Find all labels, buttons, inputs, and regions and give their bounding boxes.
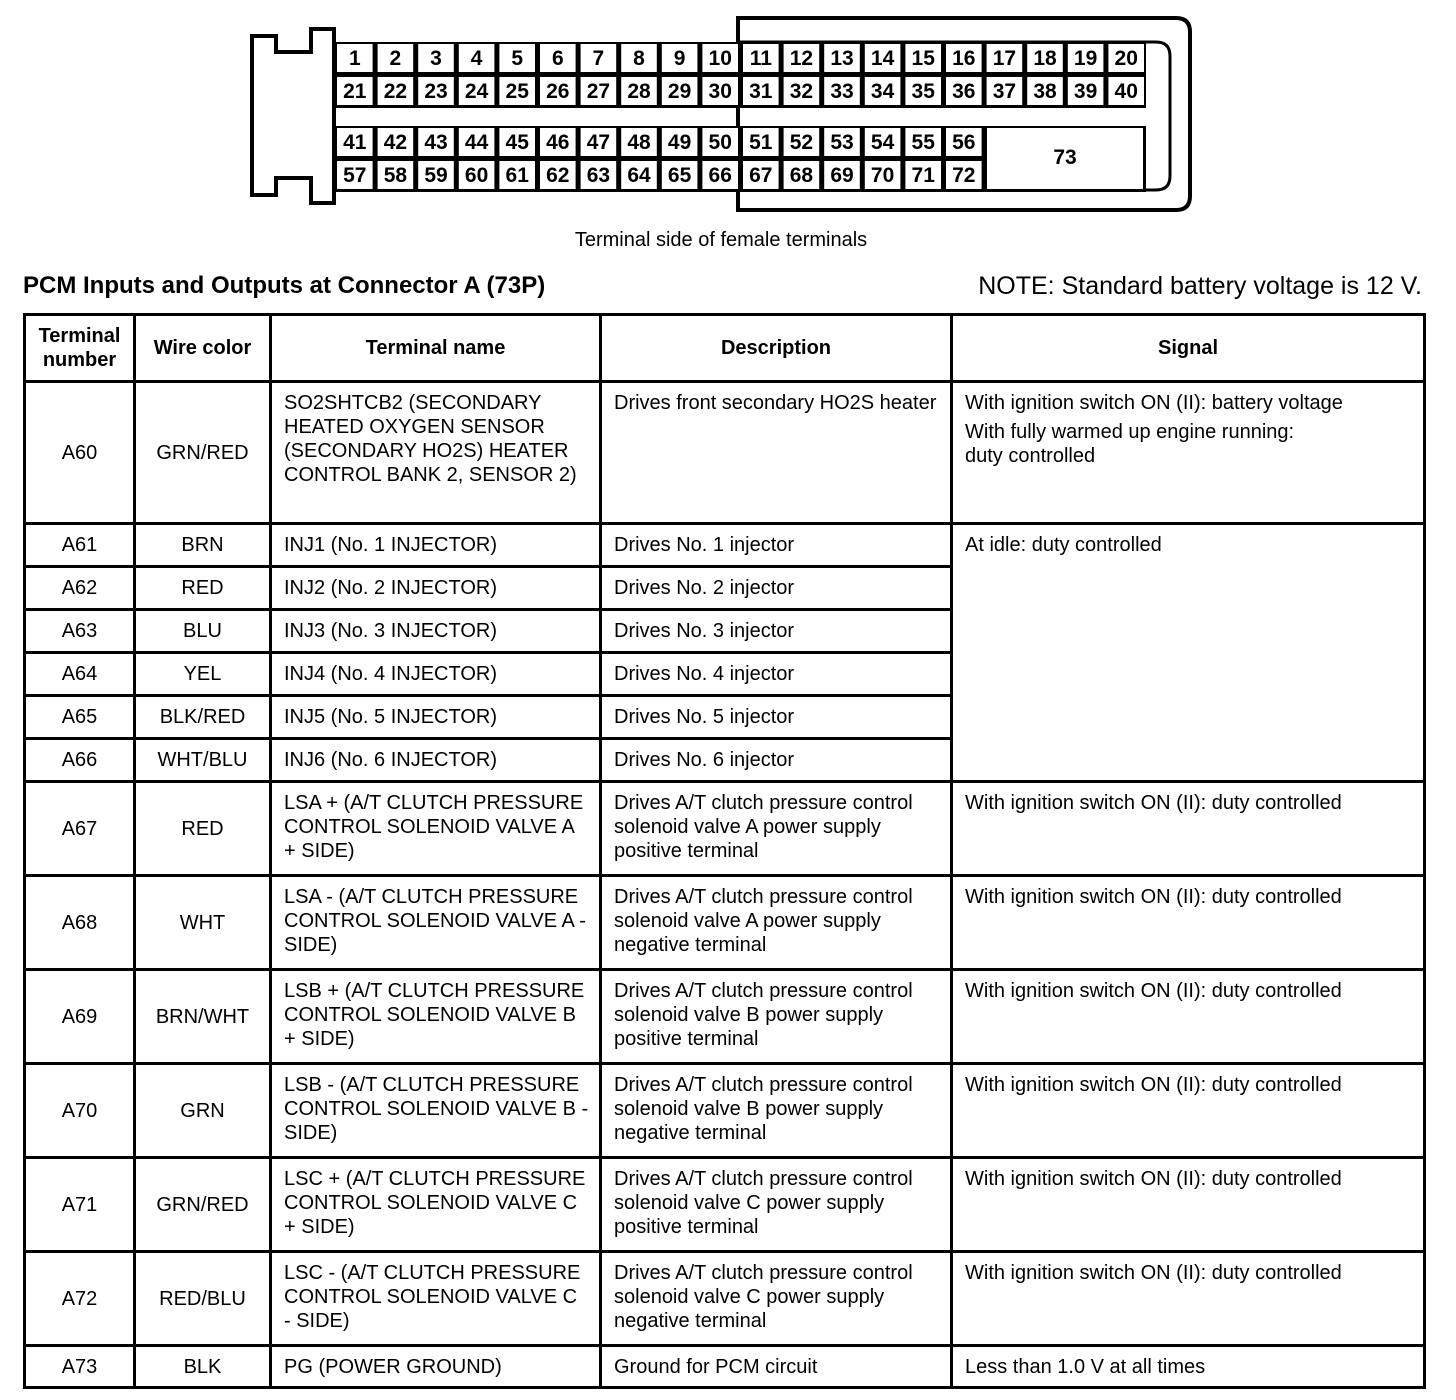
description-cell: Drives No. 2 injector: [601, 567, 952, 610]
pin-label: 33: [830, 80, 854, 103]
pin-label: 51: [749, 131, 773, 154]
pin-label: 39: [1073, 80, 1098, 103]
pin-label: 56: [952, 131, 976, 154]
pin-label: 7: [592, 47, 605, 70]
wire-color-cell: GRN/RED: [135, 1158, 271, 1252]
description-cell: Ground for PCM circuit: [601, 1346, 952, 1388]
pin-label: 21: [343, 80, 367, 103]
terminal-name-cell: INJ4 (No. 4 INJECTOR): [271, 653, 601, 696]
terminal-cell: A60: [25, 382, 135, 524]
pin-label: 54: [870, 131, 895, 154]
pin-label: 26: [546, 80, 570, 103]
terminal-cell: A62: [25, 567, 135, 610]
signal-cell: With ignition switch ON (II): duty controlled: [952, 782, 1425, 876]
pin-label: 25: [505, 80, 529, 103]
pin-label: 24: [464, 80, 489, 103]
description-cell: Drives No. 3 injector: [601, 610, 952, 653]
pin-label: 30: [708, 80, 732, 103]
terminal-name-cell: LSB + (A/T CLUTCH PRESSURE CONTROL SOLENOID VALVE B + SIDE): [271, 970, 601, 1064]
terminal-cell: A72: [25, 1252, 135, 1346]
wire-color-cell: GRN/RED: [135, 382, 271, 524]
pin-label: 35: [911, 80, 935, 103]
table-row: [25, 1252, 1425, 1346]
terminal-name-cell: LSA - (A/T CLUTCH PRESSURE CONTROL SOLENOID VALVE A - SIDE): [271, 876, 601, 970]
pin-label: 3: [430, 47, 442, 70]
wire-color-cell: WHT/BLU: [135, 739, 271, 782]
signal-cell: At idle: duty controlled: [952, 524, 1425, 782]
upper-pin-block: [334, 42, 1146, 108]
terminal-cell: A68: [25, 876, 135, 970]
table-row: [25, 524, 1425, 567]
terminal-cell: A65: [25, 696, 135, 739]
terminal-cell: A64: [25, 653, 135, 696]
pin-label: 66: [708, 164, 732, 187]
description-cell: Drives A/T clutch pressure control solenoid valve C power supply positive terminal: [601, 1158, 952, 1252]
note-text: NOTE: Standard battery voltage is 12 V.: [978, 272, 1422, 300]
pin-label: 57: [343, 164, 367, 187]
signal-cell: With ignition switch ON (II): duty controlled: [952, 1158, 1425, 1252]
description-cell: Drives A/T clutch pressure control solenoid valve A power supply negative terminal: [601, 876, 952, 970]
pin-label: 4: [470, 47, 483, 70]
wire-color-cell: BRN: [135, 524, 271, 567]
pin-label: 42: [383, 131, 408, 154]
terminal-cell: A71: [25, 1158, 135, 1252]
pin-label: 6: [551, 47, 564, 70]
pin-label: 18: [1033, 47, 1057, 70]
table-row: [25, 876, 1425, 970]
description-cell: Drives A/T clutch pressure control solenoid valve B power supply negative terminal: [601, 1064, 952, 1158]
pin-label: 36: [952, 80, 976, 103]
header-description: Description: [601, 315, 952, 382]
pin-label: 28: [627, 80, 651, 103]
signal-cell: Less than 1.0 V at all times: [952, 1346, 1425, 1388]
pin-label: 64: [627, 164, 651, 187]
terminal-name-cell: LSB - (A/T CLUTCH PRESSURE CONTROL SOLENOID VALVE B - SIDE): [271, 1064, 601, 1158]
pin-label: 55: [911, 131, 935, 154]
pin-label: 9: [673, 47, 686, 70]
connector-caption: Terminal side of female terminals: [574, 229, 868, 251]
pin-label: 68: [789, 164, 814, 187]
pin-label: 17: [992, 47, 1017, 70]
signal-cell: With ignition switch ON (II): duty controlled: [952, 1252, 1425, 1346]
connector-diagram: [0, 0, 1456, 225]
pin-label: 71: [911, 164, 935, 187]
terminal-name-cell: INJ6 (No. 6 INJECTOR): [271, 739, 601, 782]
pin-label: 63: [586, 164, 611, 187]
wire-color-cell: BRN/WHT: [135, 970, 271, 1064]
pin-label: 46: [546, 131, 570, 154]
pin-label: 32: [789, 80, 814, 103]
terminal-cell: A67: [25, 782, 135, 876]
description-cell: Drives No. 5 injector: [601, 696, 952, 739]
pin-73-label: 73: [1053, 146, 1077, 169]
pin-label: 20: [1114, 47, 1138, 70]
table-row: [25, 382, 1425, 524]
pin-label: 13: [830, 47, 854, 70]
terminal-cell: A61: [25, 524, 135, 567]
table-row: [25, 1064, 1425, 1158]
description-cell: Drives No. 4 injector: [601, 653, 952, 696]
pin-label: 58: [383, 164, 408, 187]
signal-cell: With ignition switch ON (II): duty controlled: [952, 1064, 1425, 1158]
pin-label: 47: [586, 131, 611, 154]
terminal-name-cell: SO2SHTCB2 (SECONDARY HEATED OXYGEN SENSOR (SECONDARY HO2S) HEATER CONTROL BANK 2, SENSOR 2): [271, 382, 601, 524]
pin-label: 40: [1114, 80, 1138, 103]
pin-label: 15: [911, 47, 935, 70]
pin-label: 23: [424, 80, 448, 103]
pin-label: 19: [1073, 47, 1098, 70]
pin-label: 8: [633, 47, 645, 70]
pin-label: 5: [511, 47, 524, 70]
description-cell: Drives front secondary HO2S heater: [601, 382, 952, 524]
terminal-cell: A63: [25, 610, 135, 653]
pin-label: 12: [789, 47, 814, 70]
terminal-cell: A69: [25, 970, 135, 1064]
table-header-row: [25, 315, 1425, 382]
terminal-name-cell: LSC + (A/T CLUTCH PRESSURE CONTROL SOLENOID VALVE C + SIDE): [271, 1158, 601, 1252]
terminal-cell: A73: [25, 1346, 135, 1388]
terminal-name-cell: PG (POWER GROUND): [271, 1346, 601, 1388]
wire-color-cell: BLK: [135, 1346, 271, 1388]
table-row: [25, 1346, 1425, 1388]
pin-label: 11: [749, 47, 772, 70]
pin-label: 67: [749, 164, 773, 187]
wire-color-cell: GRN: [135, 1064, 271, 1158]
description-cell: Drives No. 6 injector: [601, 739, 952, 782]
pin-label: 16: [952, 47, 976, 70]
pin-label: 65: [667, 164, 692, 187]
terminal-cell: A70: [25, 1064, 135, 1158]
wire-color-cell: BLK/RED: [135, 696, 271, 739]
pin-label: 37: [992, 80, 1017, 103]
terminal-name-cell: INJ1 (No. 1 INJECTOR): [271, 524, 601, 567]
pin-label: 14: [870, 47, 895, 70]
pin-label: 41: [343, 131, 367, 154]
terminal-name-cell: INJ5 (No. 5 INJECTOR): [271, 696, 601, 739]
pin-label: 61: [505, 164, 529, 187]
table-row: [25, 1158, 1425, 1252]
pin-label: 48: [627, 131, 651, 154]
signal-cell: [952, 382, 1425, 524]
wire-color-cell: RED: [135, 567, 271, 610]
pin-label: 1: [348, 47, 361, 70]
page-title: PCM Inputs and Outputs at Connector A (73P): [23, 272, 546, 299]
pin-label: 53: [830, 131, 854, 154]
pin-label: 70: [870, 164, 895, 187]
pin-label: 2: [389, 47, 402, 70]
pin-label: 72: [952, 164, 976, 187]
wire-color-cell: WHT: [135, 876, 271, 970]
pin-label: 59: [424, 164, 448, 187]
connector-housing: [252, 29, 334, 203]
pin-label: 10: [708, 47, 732, 70]
signal-line: With fully warmed up engine running: duty controlled: [965, 421, 1295, 467]
signal-cell: With ignition switch ON (II): duty controlled: [952, 970, 1425, 1064]
wire-color-cell: RED: [135, 782, 271, 876]
pin-label: 69: [830, 164, 854, 187]
wire-color-cell: YEL: [135, 653, 271, 696]
pin-label: 22: [383, 80, 408, 103]
pin-label: 44: [464, 131, 489, 154]
wire-color-cell: BLU: [135, 610, 271, 653]
description-cell: Drives A/T clutch pressure control solenoid valve B power supply positive terminal: [601, 970, 952, 1064]
pin-label: 31: [749, 80, 773, 103]
signal-line: With ignition switch ON (II): battery voltage: [965, 392, 1343, 414]
table-row: [25, 970, 1425, 1064]
header-terminal-number: Terminal number: [25, 315, 135, 382]
header-terminal-name: Terminal name: [271, 315, 601, 382]
description-cell: Drives No. 1 injector: [601, 524, 952, 567]
pin-label: 62: [546, 164, 570, 187]
signal-cell: With ignition switch ON (II): duty controlled: [952, 876, 1425, 970]
terminal-name-cell: INJ2 (No. 2 INJECTOR): [271, 567, 601, 610]
pin-label: 38: [1033, 80, 1057, 103]
pin-label: 43: [424, 131, 448, 154]
pin-label: 29: [667, 80, 692, 103]
pin-label: 60: [464, 164, 489, 187]
table-row: [25, 782, 1425, 876]
pin-label: 49: [667, 131, 692, 154]
pcm-io-table: [23, 313, 1426, 1389]
terminal-cell: A66: [25, 739, 135, 782]
pin-label: 52: [789, 131, 814, 154]
pin-label: 34: [870, 80, 895, 103]
pin-label: 50: [708, 131, 732, 154]
pin-label: 27: [586, 80, 611, 103]
terminal-name-cell: INJ3 (No. 3 INJECTOR): [271, 610, 601, 653]
header-wire-color: Wire color: [135, 315, 271, 382]
header-signal: Signal: [952, 315, 1425, 382]
wire-color-cell: RED/BLU: [135, 1252, 271, 1346]
terminal-name-cell: LSA + (A/T CLUTCH PRESSURE CONTROL SOLENOID VALVE A + SIDE): [271, 782, 601, 876]
description-cell: Drives A/T clutch pressure control solenoid valve A power supply positive terminal: [601, 782, 952, 876]
pin-label: 45: [505, 131, 529, 154]
terminal-name-cell: LSC - (A/T CLUTCH PRESSURE CONTROL SOLENOID VALVE C - SIDE): [271, 1252, 601, 1346]
description-cell: Drives A/T clutch pressure control solenoid valve C power supply negative terminal: [601, 1252, 952, 1346]
